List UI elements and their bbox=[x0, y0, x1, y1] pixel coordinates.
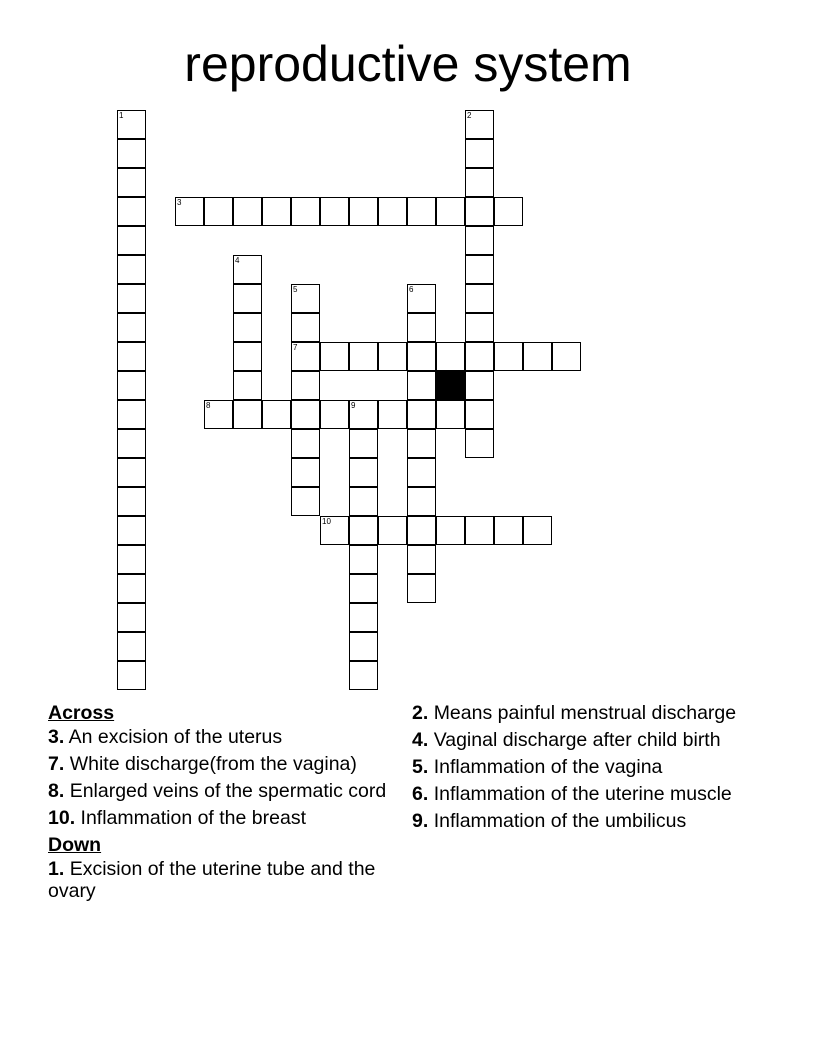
grid-cell[interactable] bbox=[378, 197, 407, 226]
grid-cell[interactable] bbox=[378, 342, 407, 371]
grid-cell[interactable] bbox=[407, 400, 436, 429]
grid-cell[interactable] bbox=[233, 284, 262, 313]
grid-cell[interactable] bbox=[291, 458, 320, 487]
grid-cell[interactable] bbox=[320, 400, 349, 429]
across-clue-list bbox=[48, 726, 393, 829]
grid-cell[interactable] bbox=[465, 139, 494, 168]
grid-cell[interactable] bbox=[465, 429, 494, 458]
grid-cell[interactable] bbox=[117, 139, 146, 168]
clue-item bbox=[48, 807, 393, 829]
grid-cell[interactable] bbox=[320, 197, 349, 226]
grid-cell[interactable] bbox=[407, 516, 436, 545]
grid-cell[interactable] bbox=[291, 429, 320, 458]
grid-cell[interactable] bbox=[436, 400, 465, 429]
down-clue-list-left bbox=[48, 858, 393, 902]
clue-item bbox=[48, 753, 393, 775]
grid-cell[interactable] bbox=[494, 516, 523, 545]
clue-text: Inflammation of the uterine muscle bbox=[433, 783, 732, 805]
down-clue-list-right bbox=[412, 702, 757, 832]
grid-cell[interactable] bbox=[117, 226, 146, 255]
grid-cell[interactable] bbox=[117, 284, 146, 313]
cell-number: 1 bbox=[119, 111, 124, 120]
clues-right-column bbox=[412, 702, 757, 837]
grid-cell[interactable] bbox=[349, 545, 378, 574]
grid-cell[interactable] bbox=[117, 371, 146, 400]
grid-cell[interactable] bbox=[349, 632, 378, 661]
clue-text: Enlarged veins of the spermatic cord bbox=[69, 780, 387, 802]
clue-number: 2. bbox=[412, 702, 429, 724]
clue-item bbox=[412, 702, 757, 724]
grid-cell[interactable] bbox=[291, 284, 320, 313]
grid-cell[interactable] bbox=[378, 400, 407, 429]
clue-item bbox=[412, 783, 757, 805]
grid-cell[interactable] bbox=[117, 487, 146, 516]
clue-item bbox=[48, 858, 393, 902]
grid-cell[interactable] bbox=[349, 661, 378, 690]
grid-cell[interactable] bbox=[117, 545, 146, 574]
grid-cell[interactable] bbox=[117, 574, 146, 603]
grid-cell[interactable] bbox=[552, 342, 581, 371]
clue-text: White discharge(from the vagina) bbox=[69, 753, 357, 775]
cell-number: 6 bbox=[409, 285, 414, 294]
grid-cell[interactable] bbox=[262, 400, 291, 429]
grid-cell[interactable] bbox=[117, 342, 146, 371]
grid-cell[interactable] bbox=[204, 400, 233, 429]
grid-cell[interactable] bbox=[233, 400, 262, 429]
grid-cell[interactable] bbox=[291, 400, 320, 429]
grid-cell[interactable] bbox=[233, 342, 262, 371]
grid-cell[interactable] bbox=[465, 313, 494, 342]
clue-number: 4. bbox=[412, 729, 429, 751]
grid-cell[interactable] bbox=[320, 342, 349, 371]
grid-cell[interactable] bbox=[523, 342, 552, 371]
grid-cell[interactable] bbox=[465, 342, 494, 371]
clue-number: 7. bbox=[48, 753, 65, 775]
grid-cell[interactable] bbox=[349, 603, 378, 632]
clues-left-column bbox=[48, 702, 393, 907]
clue-number: 3. bbox=[48, 726, 65, 748]
grid-cell[interactable] bbox=[349, 342, 378, 371]
grid-cell[interactable] bbox=[378, 516, 407, 545]
grid-cell[interactable] bbox=[117, 429, 146, 458]
clue-number: 5. bbox=[412, 756, 429, 778]
page-title: reproductive system bbox=[184, 36, 632, 92]
grid-cell[interactable] bbox=[291, 487, 320, 516]
grid-cell[interactable] bbox=[233, 197, 262, 226]
cell-number: 2 bbox=[467, 111, 472, 120]
grid-cell[interactable] bbox=[494, 197, 523, 226]
grid-cell[interactable] bbox=[465, 284, 494, 313]
grid-cell[interactable] bbox=[407, 342, 436, 371]
grid-cell[interactable] bbox=[349, 400, 378, 429]
clue-item bbox=[412, 729, 757, 751]
grid-cell[interactable] bbox=[117, 313, 146, 342]
grid-cell[interactable] bbox=[465, 255, 494, 284]
grid-cell[interactable] bbox=[349, 487, 378, 516]
grid-cell[interactable] bbox=[349, 516, 378, 545]
grid-cell[interactable] bbox=[117, 516, 146, 545]
grid-cell[interactable] bbox=[407, 458, 436, 487]
grid-cell[interactable] bbox=[291, 342, 320, 371]
clue-text: Inflammation of the breast bbox=[80, 807, 306, 829]
cell-number: 3 bbox=[177, 198, 182, 207]
grid-cell[interactable] bbox=[465, 516, 494, 545]
grid-cell[interactable] bbox=[117, 400, 146, 429]
grid-cell[interactable] bbox=[407, 574, 436, 603]
clue-number: 6. bbox=[412, 783, 429, 805]
grid-cell[interactable] bbox=[291, 313, 320, 342]
clue-text: Excision of the uterine tube and the ovary bbox=[48, 858, 376, 902]
grid-cell[interactable] bbox=[407, 429, 436, 458]
grid-cell[interactable] bbox=[407, 197, 436, 226]
clue-item bbox=[412, 810, 757, 832]
grid-cell[interactable] bbox=[349, 458, 378, 487]
grid-cell[interactable] bbox=[523, 516, 552, 545]
clue-number: 8. bbox=[48, 780, 65, 802]
grid-cell[interactable] bbox=[349, 574, 378, 603]
grid-cell[interactable] bbox=[291, 197, 320, 226]
grid-cell[interactable] bbox=[291, 371, 320, 400]
grid-cell[interactable] bbox=[204, 197, 233, 226]
cell-number: 7 bbox=[293, 343, 298, 352]
cell-number: 8 bbox=[206, 401, 211, 410]
grid-cell[interactable] bbox=[233, 255, 262, 284]
grid-cell[interactable] bbox=[262, 197, 291, 226]
grid-cell[interactable] bbox=[465, 226, 494, 255]
grid-cell[interactable] bbox=[117, 661, 146, 690]
grid-cell[interactable] bbox=[117, 458, 146, 487]
grid-cell[interactable] bbox=[233, 371, 262, 400]
grid-cell[interactable] bbox=[320, 516, 349, 545]
grid-cell[interactable] bbox=[175, 197, 204, 226]
grid-cell[interactable] bbox=[465, 110, 494, 139]
grid-cell[interactable] bbox=[436, 342, 465, 371]
grid-cell[interactable] bbox=[117, 603, 146, 632]
grid-cell[interactable] bbox=[407, 313, 436, 342]
grid-cell[interactable] bbox=[465, 168, 494, 197]
clue-item bbox=[48, 726, 393, 748]
grid-cell[interactable] bbox=[117, 632, 146, 661]
grid-cell[interactable] bbox=[117, 168, 146, 197]
clue-item bbox=[412, 756, 757, 778]
clue-text: Vaginal discharge after child birth bbox=[433, 729, 721, 751]
clue-item bbox=[48, 780, 393, 802]
grid-cell[interactable] bbox=[349, 429, 378, 458]
grid-cell[interactable] bbox=[436, 516, 465, 545]
clue-text: An excision of the uterus bbox=[68, 726, 283, 748]
grid-cell[interactable] bbox=[465, 197, 494, 226]
grid-cell[interactable] bbox=[465, 400, 494, 429]
clue-number: 9. bbox=[412, 810, 429, 832]
grid-cell[interactable] bbox=[465, 371, 494, 400]
grid-cell[interactable] bbox=[117, 197, 146, 226]
across-heading: Across bbox=[48, 702, 115, 724]
cell-number: 5 bbox=[293, 285, 298, 294]
clue-text: Inflammation of the umbilicus bbox=[433, 810, 687, 832]
grid-cell[interactable] bbox=[494, 342, 523, 371]
cell-number: 9 bbox=[351, 401, 356, 410]
cell-number: 4 bbox=[235, 256, 240, 265]
grid-cell[interactable] bbox=[407, 545, 436, 574]
clue-number: 1. bbox=[48, 858, 65, 880]
cell-number: 10 bbox=[322, 517, 331, 526]
clue-number: 10. bbox=[48, 807, 76, 829]
black-cell bbox=[436, 371, 465, 400]
grid-cell[interactable] bbox=[349, 197, 378, 226]
grid-cell[interactable] bbox=[117, 255, 146, 284]
clue-text: Means painful menstrual discharge bbox=[433, 702, 737, 724]
grid-cell[interactable] bbox=[436, 197, 465, 226]
grid-cell[interactable] bbox=[407, 284, 436, 313]
clue-text: Inflammation of the vagina bbox=[433, 756, 663, 778]
down-heading: Down bbox=[48, 834, 102, 856]
grid-cell[interactable] bbox=[407, 487, 436, 516]
grid-cell[interactable] bbox=[117, 110, 146, 139]
grid-cell[interactable] bbox=[233, 313, 262, 342]
grid-cell[interactable] bbox=[407, 371, 436, 400]
